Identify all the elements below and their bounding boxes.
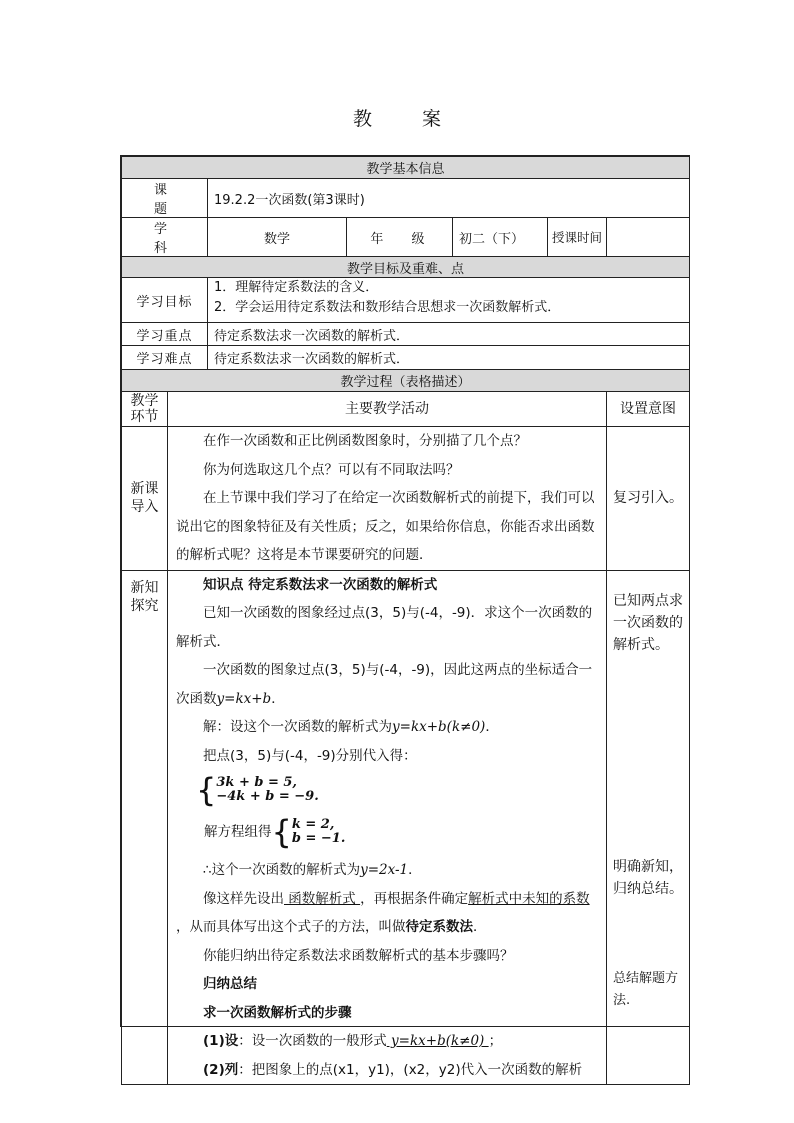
conclusion-formula: y=2x-1 [360, 862, 409, 878]
objectives-header-row [122, 257, 690, 278]
topic-value: 19.2.2一次函数(第3课时) [208, 179, 690, 218]
solve-formula: y=kx+b(k≠0) [392, 719, 486, 735]
solution-2: b = −1. [291, 831, 346, 846]
definition-part: ，从而具体写出这个式子的方法，叫做 [176, 919, 406, 935]
definition-text [176, 885, 596, 942]
subject-label: 学 科 [122, 218, 208, 257]
definition-term: 待定系数法 [405, 919, 473, 935]
question-text: 你能归纳出待定系数法求函数解析式的基本步骤吗？ [203, 947, 514, 964]
goal-item: 2．学会运用待定系数法和数形结合思想求一次函数解析式． [214, 300, 561, 315]
intro-line: 你为何选取这几个点？可以有不同取法吗？ [203, 461, 460, 478]
goals-cell [208, 278, 690, 323]
subject-row [122, 218, 690, 257]
process-header: 教学过程（表格描述） [122, 370, 690, 392]
solution-lines [292, 818, 346, 846]
col-stage-header: 教学环节 [122, 392, 168, 427]
analysis-formula: y=kx+b [216, 690, 272, 707]
step-1-end: ； [488, 1033, 503, 1049]
solution-1: k = 2, [291, 817, 335, 832]
intro-content [168, 427, 607, 571]
definition-blank: 解析式中未知的系数 [468, 890, 590, 907]
goal-item: 1．理解待定系数法的含义． [214, 280, 379, 295]
new-knowledge-row [122, 570, 690, 1085]
intent-note: 已知两点求一次函数的解析式。 [613, 592, 683, 653]
lesson-plan-table [121, 156, 690, 1085]
definition-blank: 函数解析式 [284, 890, 361, 907]
definition-end: ． [473, 919, 487, 935]
summary-title: 归纳总结 [203, 976, 257, 992]
topic-label: 课 题 [122, 179, 208, 218]
solve-end: ． [485, 719, 499, 735]
intro-line: 在上节课中我们学习了在给定一次函数解析式的前提下，我们可以说出它的图象特征及有关性质；反之，如果给你信息，你能否求出函数的解析式呢？这将是本节课要研究的问题． [176, 490, 595, 563]
definition-part: 像这样先设出 [203, 890, 284, 907]
conclusion-part: ∴这个一次函数的解析式为 [203, 862, 361, 878]
analysis-end: ． [271, 690, 285, 707]
analysis-text [176, 656, 596, 713]
step-2-text: ：把图象上的点(x1，y1)，(x2，y2)代入一次函数的解析 [238, 1061, 583, 1078]
analysis-part: 一次函数的图象过点(3，5)与(-4，-9)，因此这两点的坐标适合一次函数 [176, 662, 593, 707]
time-value [607, 218, 690, 257]
time-label: 授课时间 [548, 218, 607, 257]
col-activity-header: 主要教学活动 [168, 392, 607, 427]
step-1-formula: y=kx+b(k≠0) [386, 1033, 489, 1049]
knowledge-title: 知识点 待定系数法求一次函数的解析式 [203, 576, 438, 593]
difficulty-row [122, 346, 690, 370]
step-2 [176, 1056, 596, 1085]
process-columns-row [122, 392, 690, 427]
objectives-header: 教学目标及重难、点 [122, 257, 690, 278]
intro-line: 在作一次函数和正比例函数图象时，分别描了几个点？ [203, 433, 527, 449]
left-brace: { [271, 813, 292, 851]
key-label: 学习重点 [122, 323, 208, 346]
equation-system [176, 770, 596, 812]
step-1-text: ：设一次函数的一般形式 [238, 1033, 387, 1049]
solution-system [176, 812, 596, 856]
step-1 [176, 1027, 596, 1056]
left-brace: { [196, 771, 217, 809]
step-1-label: (1)设 [203, 1033, 239, 1049]
intro-stage: 新课导入 [122, 427, 168, 571]
basic-info-header: 教学基本信息 [122, 157, 690, 179]
problem-text: 已知一次函数的图象经过点(3，5)与(-4，-9)．求这个一次函数的解析式． [176, 605, 593, 650]
new-content [168, 570, 607, 1085]
goals-row [122, 278, 690, 323]
solve-text [176, 713, 596, 742]
step-2-label: (2)列 [203, 1061, 239, 1078]
topic-row [122, 179, 690, 218]
equation-2: −4k + b = −9. [216, 789, 319, 804]
intent-note: 总结解题方法. [613, 970, 679, 1008]
intro-row [122, 427, 690, 571]
subject-value: 数学 [208, 218, 347, 257]
intro-intent: 复习引入。 [607, 427, 690, 571]
conclusion-text [176, 856, 596, 885]
col-intent-header: 设置意图 [607, 392, 690, 427]
grade-value: 初二（下） [453, 218, 548, 257]
conclusion-end: ． [408, 862, 422, 878]
basic-info-header-row [122, 157, 690, 179]
intent-note: 明确新知，归纳总结。 [613, 858, 683, 897]
key-value: 待定系数法求一次函数的解析式． [208, 323, 690, 346]
equation-1: 3k + b = 5, [216, 775, 297, 790]
new-stage: 新知探究 [122, 570, 168, 1085]
solve-system-label: 解方程组得 [204, 824, 272, 840]
definition-part: ，再根据条件确定 [360, 890, 469, 907]
steps-title: 求一次函数解析式的步骤 [203, 1004, 352, 1021]
solve-part: 解：设这个一次函数的解析式为 [203, 719, 392, 735]
difficulty-label: 学习难点 [122, 346, 208, 370]
lesson-plan-table-frame [120, 155, 690, 1078]
substitute-text: 把点(3，5)与(-4，-9)分别代入得： [203, 747, 417, 764]
new-intent-cell [607, 570, 690, 1085]
difficulty-value: 待定系数法求一次函数的解析式． [208, 346, 690, 370]
goal-label: 学习目标 [122, 278, 208, 323]
document-title: 教 案 [352, 108, 464, 130]
grade-label: 年 级 [347, 218, 453, 257]
key-row [122, 323, 690, 346]
equation-lines [216, 776, 318, 804]
process-header-row [122, 370, 690, 392]
